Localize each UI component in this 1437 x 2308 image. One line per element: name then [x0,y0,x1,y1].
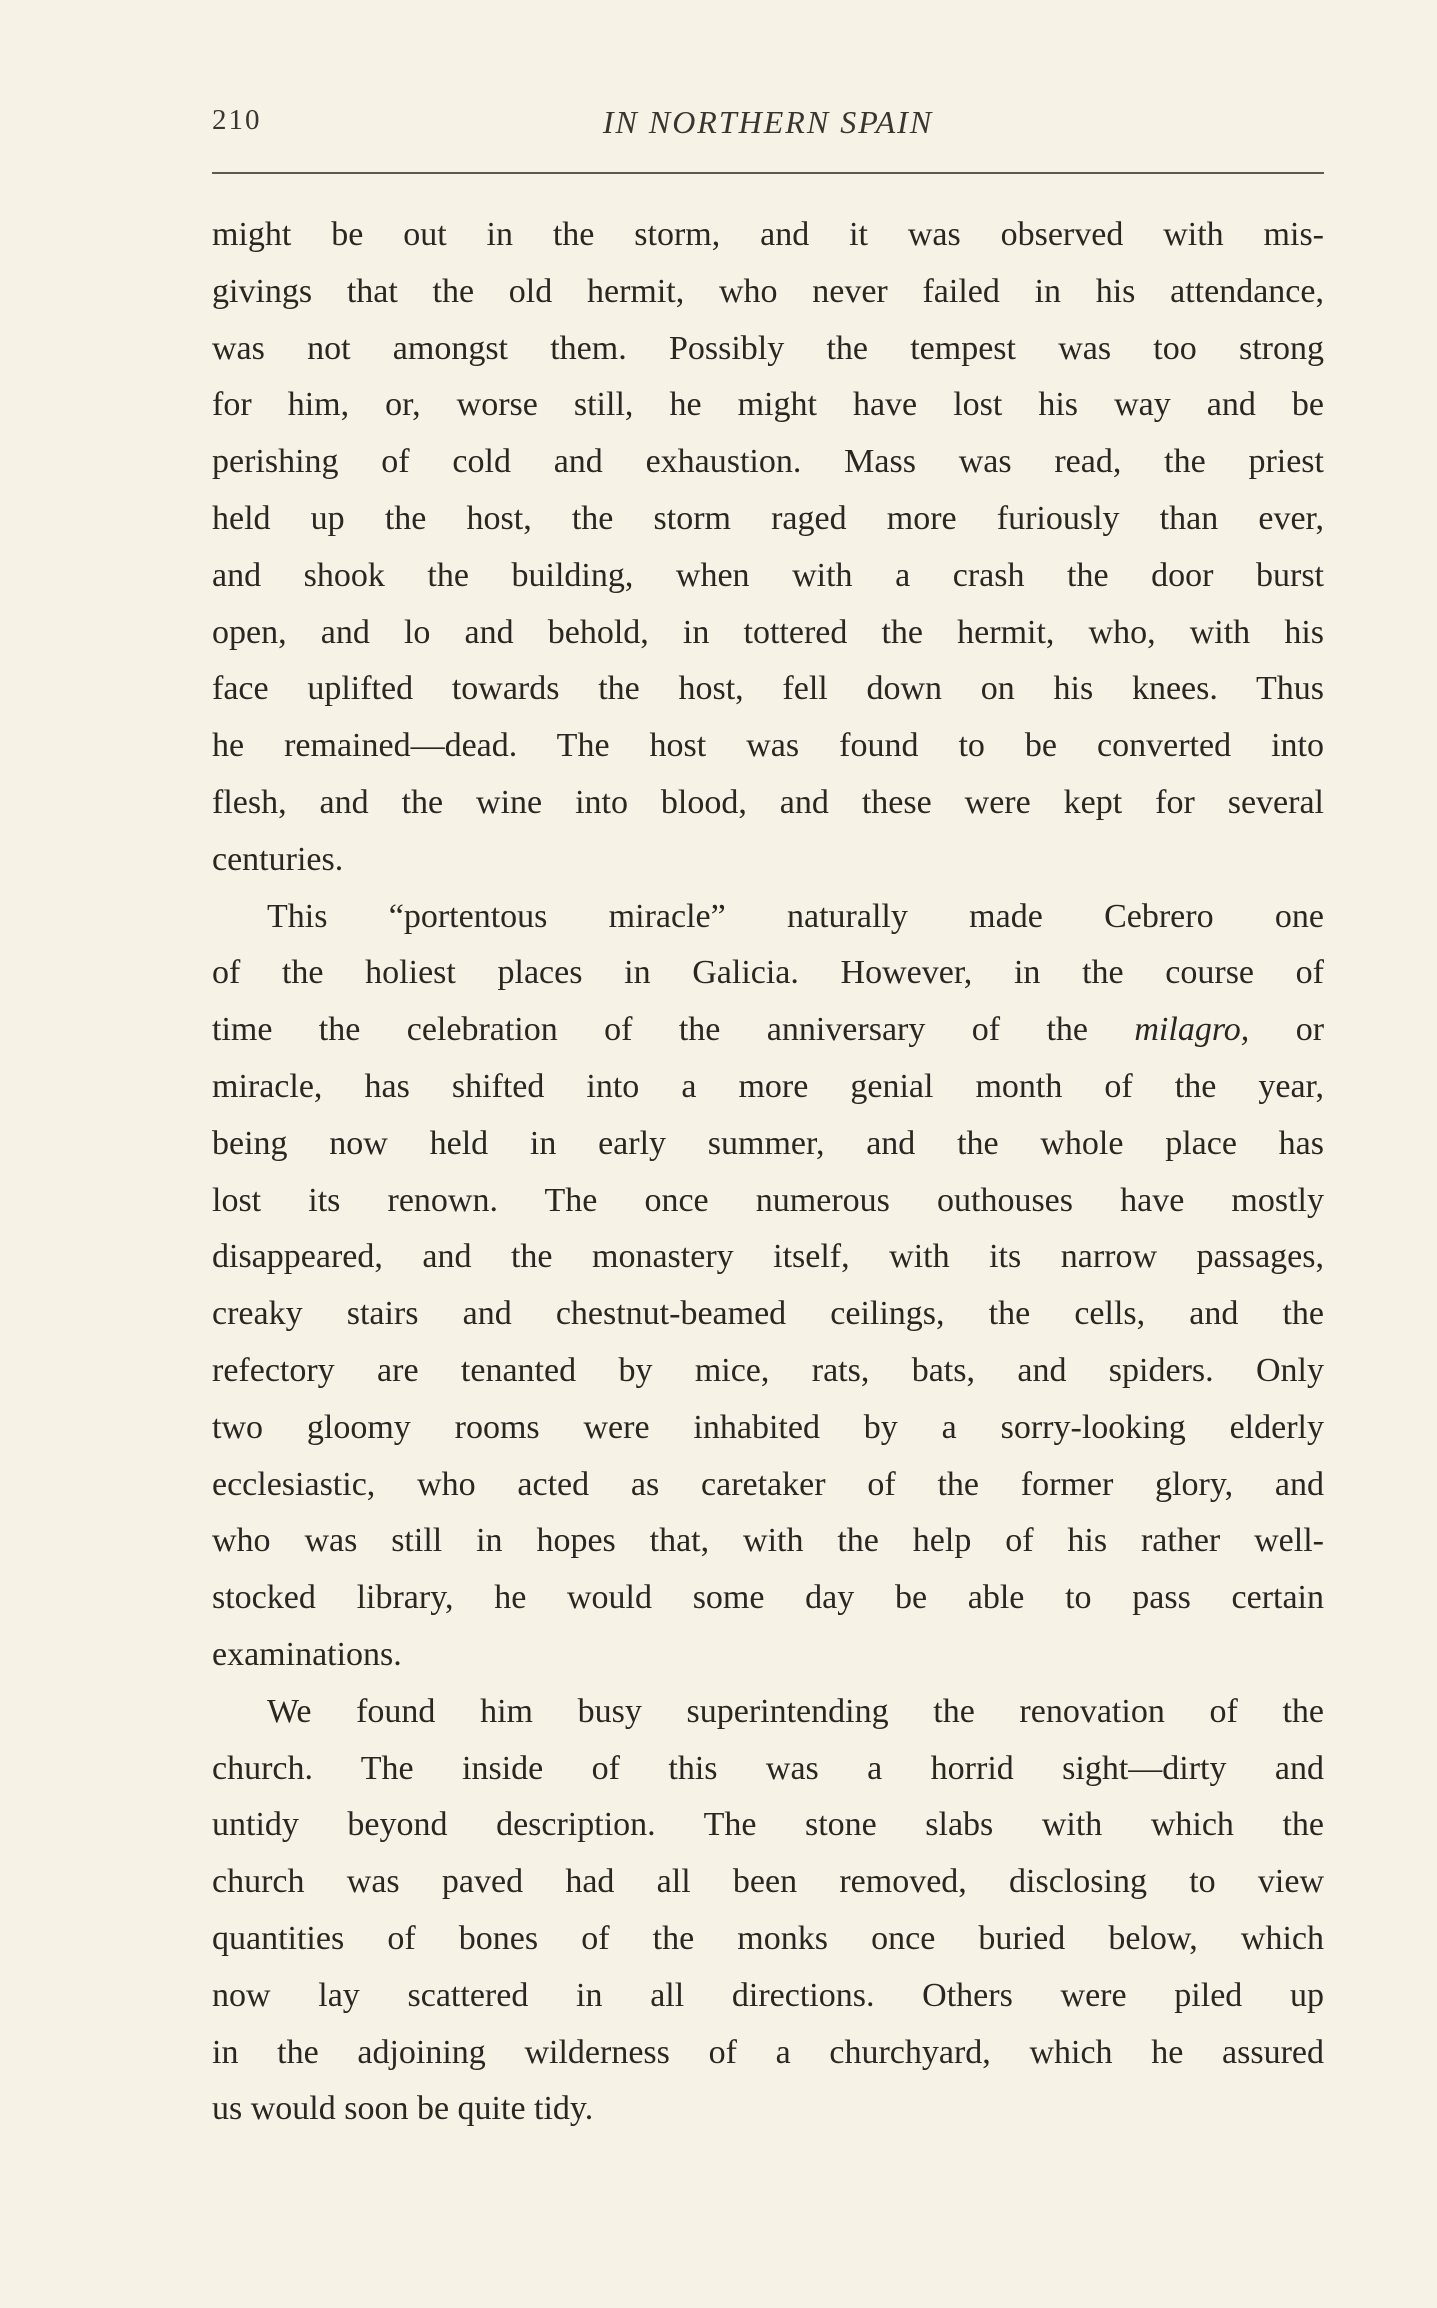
text-line: disappeared, and the monastery itself, with its narrow passages, [212,1238,1324,1276]
text-line: quantities of bones of the monks once buried below, which [212,1919,1324,1957]
page-number: 210 [212,104,262,136]
body-text [212,207,1324,2138]
text-line: of the holiest places in Galicia. However, in the course of [212,954,1324,992]
text-line: for him, or, worse still, he might have lost his way and be [212,386,1324,424]
text-line: was not amongst them. Possibly the tempest was too strong [212,329,1324,367]
text-line: open, and lo and behold, in tottered the hermit, who, with his [212,613,1324,651]
header-rule [212,172,1324,174]
text-line: ecclesiastic, who acted as caretaker of the former glory, and [212,1465,1324,1503]
text-line: untidy beyond description. The stone slabs with which the [212,1806,1324,1844]
text-segment: time the celebration of the anniversary of the [212,1011,1088,1049]
text-line: church. The inside of this was a horrid sight—dirty and [212,1749,1324,1787]
text-line: he remained—dead. The host was found to be converted into [212,727,1324,765]
text-line: and shook the building, when with a crash the door burst [212,556,1324,594]
text-line: us would soon be quite tidy. [212,2090,594,2128]
text-line [212,1002,1324,1059]
text-line: givings that the old hermit, who never failed in his attendance, [212,272,1324,310]
text-line: This “portentous miracle” naturally made Cebrero one [267,897,1324,935]
text-line: centuries. [212,840,344,878]
text-line: refectory are tenanted by mice, rats, bats, and spiders. Only [212,1351,1324,1389]
text-line: now lay scattered in all directions. Others were piled up [212,1976,1324,2014]
text-line: who was still in hopes that, with the help of his rather well- [212,1522,1324,1560]
running-head [212,104,1324,148]
text-line: might be out in the storm, and it was observed with mis- [212,216,1324,253]
text-line: examinations. [212,1635,402,1673]
text-line: miracle, has shifted into a more genial month of the year, [212,1067,1324,1105]
text-line: stocked library, he would some day be able to pass certain [212,1579,1324,1617]
text-line: being now held in early summer, and the whole place has [212,1124,1324,1162]
text-line: lost its renown. The once numerous outhouses have mostly [212,1181,1324,1219]
text-line: We found him busy superintending the renovation of the [267,1692,1324,1730]
text-segment: or [1295,1011,1324,1049]
text-line: in the adjoining wilderness of a churchyard, which he assured [212,2033,1324,2071]
text-line: perishing of cold and exhaustion. Mass was read, the priest [212,443,1324,481]
text-line: face uplifted towards the host, fell down on his knees. Thus [212,670,1324,708]
text-line: two gloomy rooms were inhabited by a sorry-looking elderly [212,1408,1324,1446]
text-line: flesh, and the wine into blood, and these were kept for several [212,783,1324,821]
text-line: creaky stairs and chestnut-beamed ceilings, the cells, and the [212,1295,1324,1333]
text-line: church was paved had all been removed, disclosing to view [212,1863,1324,1901]
running-title: IN NORTHERN SPAIN [602,104,934,140]
text-line: held up the host, the storm raged more furiously than ever, [212,499,1324,537]
italic-word: milagro, [1134,1011,1250,1049]
